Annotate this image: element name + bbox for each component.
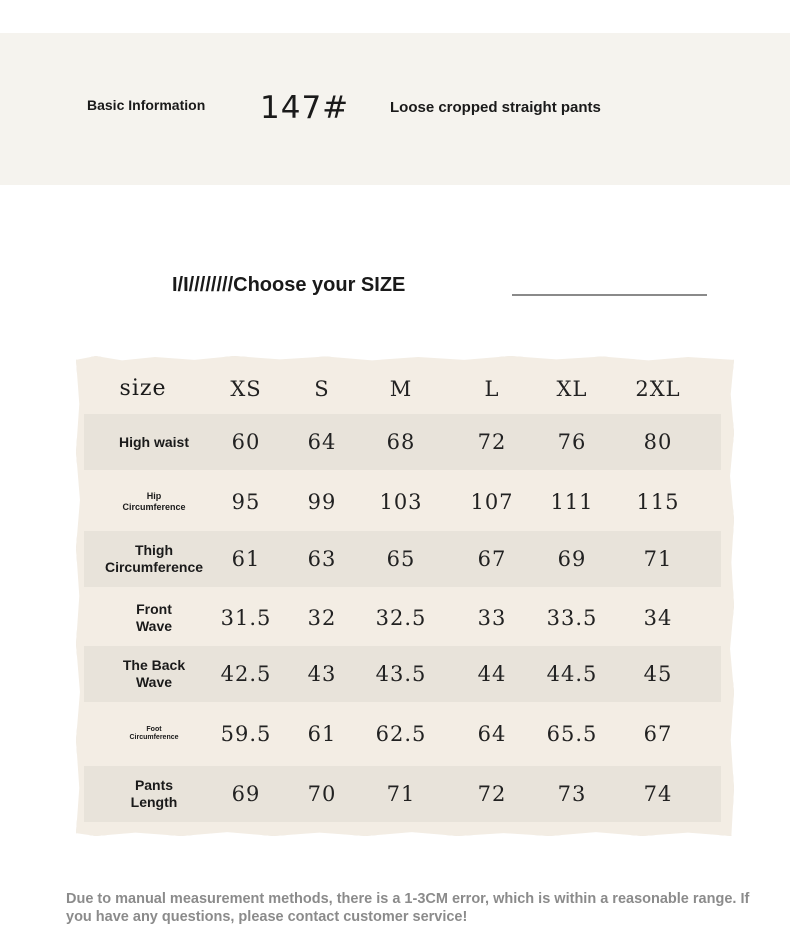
table-row [84, 706, 721, 762]
row-value: 64 [307, 430, 337, 454]
row-label-line: Length [130, 794, 178, 810]
size-header-m: M [389, 377, 413, 401]
row-value: 72 [477, 782, 507, 806]
row-value: 45 [643, 662, 673, 686]
row-value: 115 [636, 490, 680, 514]
row-value: 33 [477, 606, 507, 630]
row-value: 74 [643, 782, 673, 806]
row-value: 65.5 [546, 722, 598, 746]
row-value: 43.5 [375, 662, 427, 686]
row-label-line: Wave [135, 618, 173, 634]
row-value: 32 [307, 606, 337, 630]
row-label-line: Thigh [134, 542, 174, 559]
row-value: 80 [643, 430, 673, 454]
row-value: 32.5 [375, 606, 427, 630]
size-header-2xl: 2XL [635, 377, 681, 401]
row-value: 44.5 [546, 662, 598, 686]
row-label [84, 766, 224, 822]
row-value: 69 [231, 782, 261, 806]
title-divider-line [512, 294, 707, 296]
row-label-line: Circumference [104, 559, 204, 575]
row-value: 34 [643, 606, 673, 630]
product-description: Loose cropped straight pants [390, 99, 601, 116]
row-value: 31.5 [220, 606, 272, 630]
row-label [84, 531, 224, 587]
table-row [84, 414, 721, 470]
table-row [84, 531, 721, 587]
row-value: 71 [386, 782, 416, 806]
row-value: 61 [307, 722, 337, 746]
row-label-line: Hip [146, 491, 162, 502]
measurement-note: Due to manual measurement methods, there is a 1-3CM error, which is within a reasonable range. If you have any questions, please contact customer service! [66, 891, 750, 925]
row-value: 99 [307, 490, 337, 514]
row-label-line: Foot [146, 725, 162, 733]
row-label-line: Circumference [129, 734, 179, 741]
row-value: 60 [231, 430, 261, 454]
table-row [84, 646, 721, 702]
row-value: 43 [307, 662, 337, 686]
size-header-xl: XL [556, 377, 588, 401]
row-value: 73 [557, 782, 587, 806]
product-code: 147# [260, 90, 350, 126]
table-row [84, 766, 721, 822]
row-label [84, 706, 224, 762]
size-header-l: L [484, 377, 500, 401]
row-value: 71 [643, 547, 673, 571]
row-value: 68 [386, 430, 416, 454]
row-value: 62.5 [375, 722, 427, 746]
row-label-line: Pants [134, 777, 174, 794]
table-row [84, 474, 721, 530]
basic-info-label: Basic Information [87, 97, 206, 113]
row-value: 72 [477, 430, 507, 454]
row-value: 65 [386, 547, 416, 571]
row-label [84, 590, 224, 646]
row-label [84, 646, 224, 702]
size-header-label: size [119, 375, 167, 401]
row-label [84, 414, 224, 470]
row-value: 103 [379, 490, 423, 514]
row-value: 76 [557, 430, 587, 454]
row-value: 107 [470, 490, 514, 514]
size-header-row [84, 364, 721, 414]
row-value: 59.5 [220, 722, 272, 746]
row-label-line: The Back [122, 657, 186, 674]
row-value: 63 [307, 547, 337, 571]
row-label-line: Circumference [122, 502, 186, 512]
row-label [84, 474, 224, 530]
row-value: 33.5 [546, 606, 598, 630]
row-label-line: High waist [118, 433, 189, 450]
row-value: 67 [643, 722, 673, 746]
size-header-s: S [314, 377, 330, 401]
row-label-line: Front [136, 601, 172, 618]
row-value: 111 [550, 490, 594, 514]
row-value: 67 [477, 547, 507, 571]
row-value: 44 [477, 662, 507, 686]
row-value: 61 [231, 547, 261, 571]
row-label-line: Wave [135, 674, 173, 690]
choose-size-title: I/I////////Choose your SIZE [172, 274, 406, 296]
row-value: 42.5 [220, 662, 272, 686]
row-value: 95 [231, 490, 261, 514]
size-header-xs: XS [230, 377, 262, 401]
table-row [84, 590, 721, 646]
row-value: 70 [307, 782, 337, 806]
row-value: 64 [477, 722, 507, 746]
row-value: 69 [557, 547, 587, 571]
